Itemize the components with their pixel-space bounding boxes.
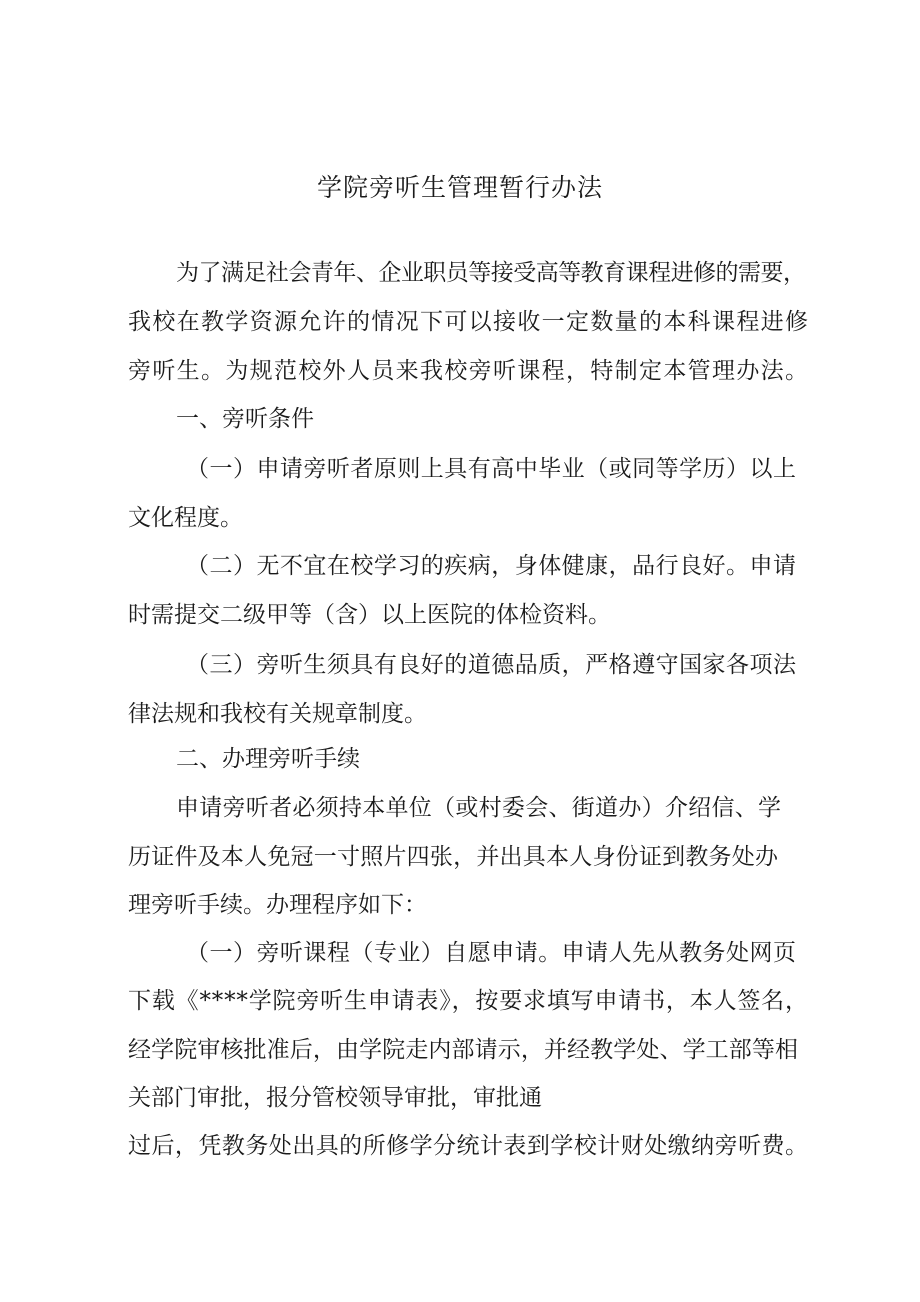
paragraph-line: 下载《****学院旁听生申请表》，按要求填写申请书，本人签名， — [128, 988, 809, 1014]
document-title: 学院旁听生管理暂行办法 — [316, 173, 603, 202]
paragraph-line: 过后，凭教务处出具的所修学分统计表到学校计财处缴纳旁听费。 — [128, 1133, 809, 1159]
paragraph-line: 律法规和我校有关规章制度。 — [128, 701, 427, 727]
paragraph-line: （三）旁听生须具有良好的道德品质，严格遵守国家各项法 — [186, 652, 797, 678]
paragraph-line: 经学院审核批准后，由学院走内部请示，并经教学处、学工部等相 — [128, 1037, 799, 1063]
paragraph-line: （二）无不宜在校学习的疾病，身体健康，品行良好。申请 — [186, 553, 797, 579]
paragraph-line: 为了满足社会青年、企业职员等接受高等教育课程进修的需要， — [176, 260, 806, 286]
section-heading-2: 二、办理旁听手续 — [176, 746, 360, 772]
paragraph-line: 历证件及本人免冠一寸照片四张，并出具本人身份证到教务处办 — [128, 844, 779, 870]
paragraph-line: （一）旁听课程（专业）自愿申请。申请人先从教务处网页 — [186, 940, 797, 966]
paragraph-line: （一）申请旁听者原则上具有高中毕业（或同等学历）以上 — [186, 456, 797, 482]
section-heading-1: 一、旁听条件 — [176, 406, 314, 432]
paragraph-line: 申请旁听者必须持本单位（或村委会、街道办）介绍信、学 — [176, 795, 782, 821]
paragraph-line: 旁听生。为规范校外人员来我校旁听课程，特制定本管理办法。 — [128, 358, 810, 384]
paragraph-line: 理旁听手续。办理程序如下： — [128, 892, 427, 918]
paragraph-line: 我校在教学资源允许的情况下可以接收一定数量的本科课程进修 — [128, 309, 810, 335]
paragraph-line: 文化程度。 — [128, 505, 243, 531]
paragraph-line: 关部门审批，报分管校领导审批，审批通 — [128, 1085, 542, 1111]
paragraph-line: 时需提交二级甲等（含）以上医院的体检资料。 — [128, 602, 611, 628]
